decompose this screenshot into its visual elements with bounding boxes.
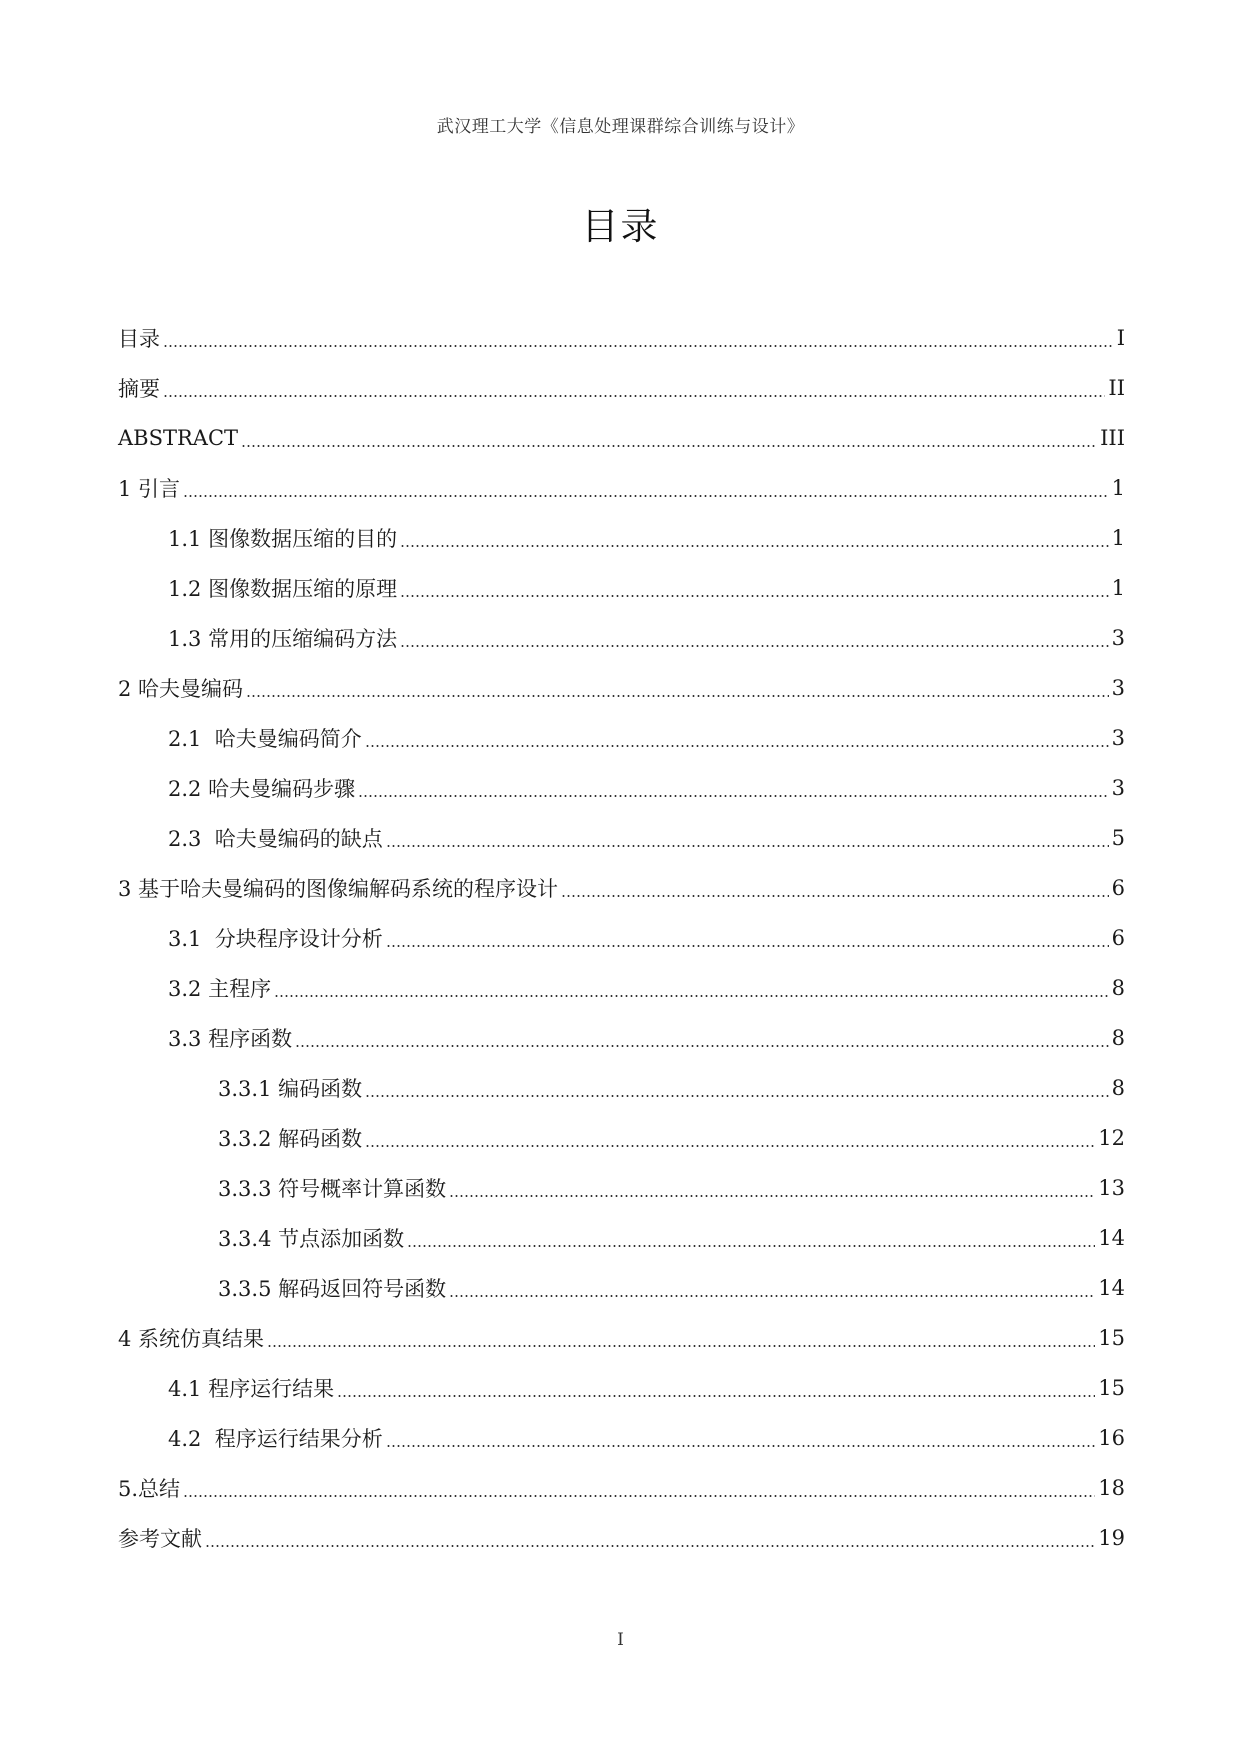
toc-entry-page: 12: [1098, 1126, 1125, 1150]
dot-leader: [274, 995, 1109, 997]
table-of-contents: [118, 313, 1125, 1563]
toc-entry-page: 5: [1111, 826, 1125, 850]
toc-entry[interactable]: [118, 963, 1125, 1013]
toc-entry-label: 4 系统仿真结果: [118, 1327, 265, 1351]
dot-leader: [400, 545, 1109, 547]
toc-entry[interactable]: [118, 813, 1125, 863]
toc-entry[interactable]: [118, 1013, 1125, 1063]
dot-leader: [449, 1295, 1095, 1297]
dot-leader: [183, 495, 1109, 497]
dot-leader: [400, 595, 1109, 597]
toc-entry[interactable]: [118, 663, 1125, 713]
dot-leader: [365, 745, 1109, 747]
page-number: I: [617, 1630, 624, 1650]
dot-leader: [246, 695, 1109, 697]
toc-entry[interactable]: [118, 1463, 1125, 1513]
toc-entry-page: I: [1116, 326, 1125, 350]
dot-leader: [386, 1445, 1096, 1447]
toc-entry-page: 6: [1111, 876, 1125, 900]
toc-entry-label: 目录: [118, 327, 160, 351]
dot-leader: [386, 945, 1109, 947]
dot-leader: [407, 1245, 1095, 1247]
toc-entry[interactable]: [118, 713, 1125, 763]
dot-leader: [358, 795, 1109, 797]
toc-entry-page: 14: [1098, 1226, 1125, 1250]
toc-entry-label: ABSTRACT: [118, 426, 239, 450]
toc-entry-page: 18: [1098, 1476, 1125, 1500]
toc-entry-label: 1.1 图像数据压缩的目的: [168, 527, 398, 551]
toc-entry[interactable]: [118, 1113, 1125, 1163]
toc-entry-page: 15: [1098, 1376, 1125, 1400]
toc-entry[interactable]: [118, 1163, 1125, 1213]
toc-entry-page: II: [1108, 376, 1125, 400]
toc-entry-label: 摘要: [118, 377, 160, 401]
dot-leader: [295, 1045, 1109, 1047]
toc-entry-label: 3.3.1 编码函数: [218, 1077, 363, 1101]
toc-entry-label: 3 基于哈夫曼编码的图像编解码系统的程序设计: [118, 877, 559, 901]
toc-entry-page: 13: [1098, 1176, 1125, 1200]
toc-entry-page: 6: [1111, 926, 1125, 950]
dot-leader: [205, 1545, 1095, 1547]
toc-entry-label: 2.1 哈夫曼编码简介: [168, 727, 362, 751]
toc-entry-page: 1: [1111, 576, 1125, 600]
toc-entry[interactable]: [118, 1513, 1125, 1563]
toc-entry[interactable]: [118, 1063, 1125, 1113]
toc-entry-page: 19: [1098, 1526, 1125, 1550]
toc-entry-page: 3: [1111, 726, 1125, 750]
dot-leader: [365, 1095, 1109, 1097]
toc-entry-page: 15: [1098, 1326, 1125, 1350]
toc-entry-label: 1.2 图像数据压缩的原理: [168, 577, 398, 601]
toc-entry-label: 2 哈夫曼编码: [118, 677, 244, 701]
toc-entry-label: 3.3 程序函数: [168, 1027, 293, 1051]
toc-entry[interactable]: [118, 1363, 1125, 1413]
toc-entry[interactable]: [118, 1263, 1125, 1313]
dot-leader: [561, 895, 1109, 897]
toc-entry-label: 1.3 常用的压缩编码方法: [168, 627, 398, 651]
toc-entry-page: 8: [1111, 976, 1125, 1000]
running-header: 武汉理工大学《信息处理课群综合训练与设计》: [436, 117, 805, 137]
toc-entry-page: 3: [1111, 676, 1125, 700]
toc-entry-page: 16: [1098, 1426, 1125, 1450]
toc-entry-page: 3: [1111, 776, 1125, 800]
dot-leader: [163, 345, 1114, 347]
toc-entry[interactable]: [118, 1213, 1125, 1263]
toc-entry-label: 4.2 程序运行结果分析: [168, 1427, 383, 1451]
dot-leader: [400, 645, 1109, 647]
toc-entry-page: 1: [1111, 526, 1125, 550]
toc-entry[interactable]: [118, 313, 1125, 363]
toc-entry[interactable]: [118, 363, 1125, 413]
toc-entry[interactable]: [118, 763, 1125, 813]
toc-entry-page: III: [1100, 426, 1125, 450]
toc-entry[interactable]: [118, 863, 1125, 913]
toc-entry[interactable]: [118, 563, 1125, 613]
dot-leader: [365, 1145, 1095, 1147]
dot-leader: [267, 1345, 1095, 1347]
toc-entry-page: 8: [1111, 1076, 1125, 1100]
dot-leader: [449, 1195, 1095, 1197]
toc-entry[interactable]: [118, 513, 1125, 563]
toc-entry-page: 8: [1111, 1026, 1125, 1050]
toc-entry-label: 3.3.5 解码返回符号函数: [218, 1277, 447, 1301]
toc-entry-label: 参考文献: [118, 1527, 202, 1551]
page-title: 目录: [581, 205, 660, 248]
toc-entry-label: 2.3 哈夫曼编码的缺点: [168, 827, 383, 851]
toc-entry-label: 3.3.4 节点添加函数: [218, 1227, 405, 1251]
toc-entry-label: 3.1 分块程序设计分析: [168, 927, 383, 951]
toc-entry-label: 3.2 主程序: [168, 977, 272, 1001]
toc-entry-page: 14: [1098, 1276, 1125, 1300]
dot-leader: [183, 1495, 1095, 1497]
toc-entry-label: 4.1 程序运行结果: [168, 1377, 335, 1401]
toc-entry[interactable]: [118, 613, 1125, 663]
toc-entry[interactable]: [118, 913, 1125, 963]
toc-entry-label: 3.3.3 符号概率计算函数: [218, 1177, 447, 1201]
toc-entry[interactable]: [118, 463, 1125, 513]
toc-entry-page: 3: [1111, 626, 1125, 650]
dot-leader: [386, 845, 1109, 847]
dot-leader: [337, 1395, 1095, 1397]
toc-entry-page: 1: [1111, 476, 1125, 500]
toc-entry[interactable]: [118, 1413, 1125, 1463]
dot-leader: [163, 395, 1105, 397]
toc-entry[interactable]: [118, 1313, 1125, 1363]
toc-entry-label: 5.总结: [118, 1477, 181, 1501]
toc-entry-label: 3.3.2 解码函数: [218, 1127, 363, 1151]
toc-entry-label: 1 引言: [118, 477, 181, 501]
toc-entry-label: 2.2 哈夫曼编码步骤: [168, 777, 356, 801]
toc-entry[interactable]: [118, 413, 1125, 463]
dot-leader: [241, 445, 1097, 447]
